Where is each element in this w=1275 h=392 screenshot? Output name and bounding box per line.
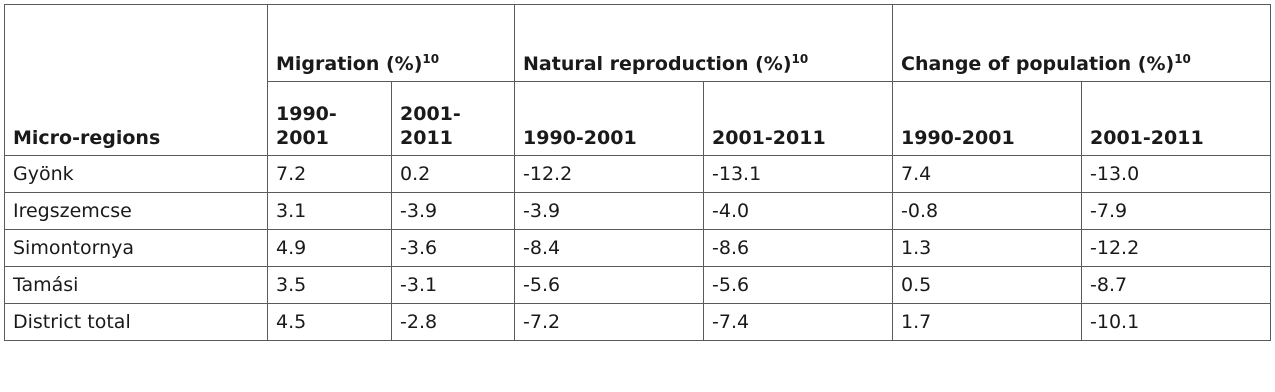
- period-header: 2001-2011: [704, 82, 893, 156]
- value-cell: -10.1: [1082, 304, 1271, 341]
- region-name: Simontornya: [5, 230, 268, 267]
- value-cell: -12.2: [515, 156, 704, 193]
- period-header: 1990-2001: [268, 82, 392, 156]
- value-cell: 1.7: [893, 304, 1082, 341]
- micro-regions-header: Micro-regions: [5, 5, 268, 156]
- period-header: 1990-2001: [893, 82, 1082, 156]
- value-cell: -12.2: [1082, 230, 1271, 267]
- value-cell: -3.9: [515, 193, 704, 230]
- value-cell: 0.5: [893, 267, 1082, 304]
- footnote-marker: 10: [791, 52, 809, 66]
- value-cell: -3.6: [392, 230, 515, 267]
- value-cell: 4.9: [268, 230, 392, 267]
- value-cell: -5.6: [515, 267, 704, 304]
- value-cell: -3.1: [392, 267, 515, 304]
- value-cell: 3.5: [268, 267, 392, 304]
- footnote-marker: 10: [422, 52, 440, 66]
- value-cell: 1.3: [893, 230, 1082, 267]
- table-row: [5, 230, 1271, 267]
- period-header: 2001-2011: [1082, 82, 1271, 156]
- value-cell: -8.4: [515, 230, 704, 267]
- region-name: Gyönk: [5, 156, 268, 193]
- table-row: [5, 304, 1271, 341]
- migration-header: Migration (%)$^{10}$: [268, 5, 515, 82]
- table-row: [5, 193, 1271, 230]
- value-cell: -2.8: [392, 304, 515, 341]
- value-cell: -5.6: [704, 267, 893, 304]
- value-cell: 7.4: [893, 156, 1082, 193]
- value-cell: -7.4: [704, 304, 893, 341]
- value-cell: 3.1: [268, 193, 392, 230]
- table-row: [5, 267, 1271, 304]
- period-header: 1990-2001: [515, 82, 704, 156]
- population-table: [4, 4, 1271, 341]
- natural-reproduction-header: Natural reproduction (%)$^{10}$: [515, 5, 893, 82]
- period-header: 2001-2011: [392, 82, 515, 156]
- value-cell: -4.0: [704, 193, 893, 230]
- value-cell: -7.2: [515, 304, 704, 341]
- region-name: Tamási: [5, 267, 268, 304]
- change-of-population-header: Change of population (%)$^{10}$: [893, 5, 1271, 82]
- region-name: District total: [5, 304, 268, 341]
- value-cell: -13.0: [1082, 156, 1271, 193]
- value-cell: -0.8: [893, 193, 1082, 230]
- value-cell: 0.2: [392, 156, 515, 193]
- value-cell: -3.9: [392, 193, 515, 230]
- table-row: [5, 156, 1271, 193]
- value-cell: -13.1: [704, 156, 893, 193]
- value-cell: 4.5: [268, 304, 392, 341]
- value-cell: -7.9: [1082, 193, 1271, 230]
- value-cell: -8.7: [1082, 267, 1271, 304]
- region-name: Iregszemcse: [5, 193, 268, 230]
- footnote-marker: 10: [1174, 52, 1191, 66]
- value-cell: -8.6: [704, 230, 893, 267]
- value-cell: 7.2: [268, 156, 392, 193]
